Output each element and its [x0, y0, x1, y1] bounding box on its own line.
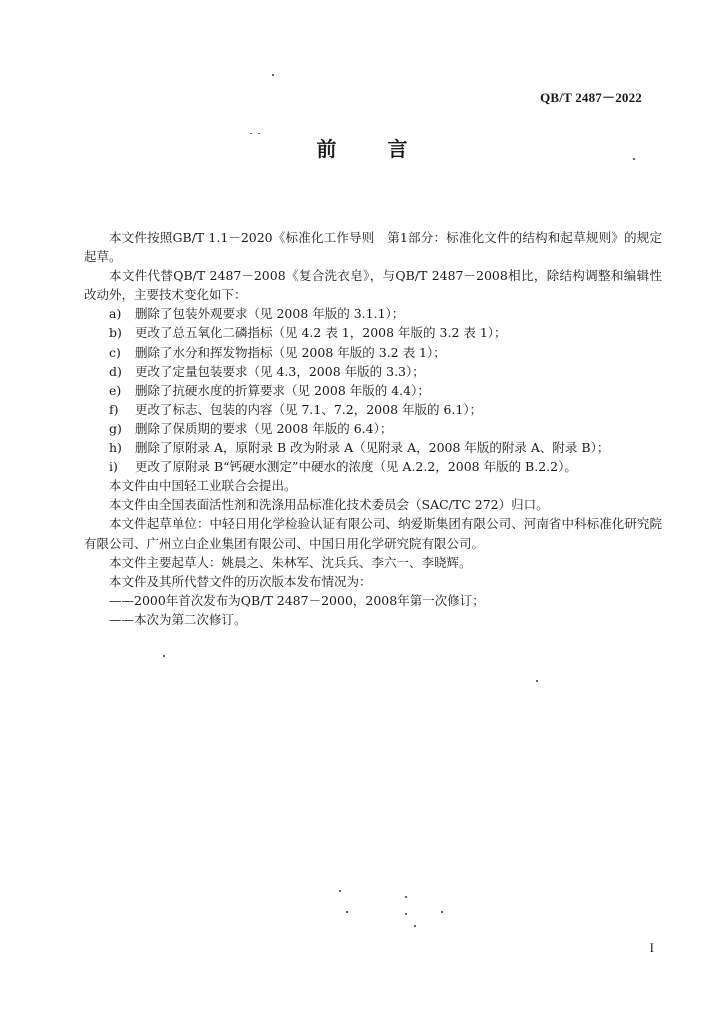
paragraph-drafting-rules: 本文件按照GB/T 1.1－2020《标准化工作导则 第1部分：标准化文件的结构和起草规则》的规定起草。	[84, 230, 662, 265]
scan-speck	[258, 133, 260, 134]
list-item	[84, 323, 662, 342]
list-item-text: 删除了抗硬水度的折算要求（见 2008 年版的 4.4）；	[135, 382, 430, 398]
list-item-text: 更改了总五氧化二磷指标（见 4.2 表 1，2008 年版的 3.2 表 1）；	[135, 325, 507, 341]
list-item	[84, 400, 662, 419]
list-marker: c)	[109, 344, 121, 360]
scan-speck	[441, 911, 443, 913]
scan-speck	[250, 133, 252, 134]
document-code: QB/T 2487－2022	[540, 90, 642, 105]
list-marker: g)	[109, 420, 122, 436]
scan-speck	[405, 913, 407, 915]
list-marker: h)	[109, 440, 122, 456]
list-item-text: 删除了包装外观要求（见 2008 年版的 3.1.1）；	[135, 306, 405, 322]
scan-speck	[272, 74, 274, 76]
scan-speck	[536, 680, 538, 682]
list-marker: b)	[109, 325, 122, 341]
list-item	[84, 419, 662, 438]
list-item-text: 更改了原附录 B“钙硬水测定”中硬水的浓度（见 A.2.2，2008 年版的 B.2.2）。	[135, 459, 577, 475]
list-item-text: 删除了原附录 A，原附录 B 改为附录 A（见附录 A，2008 年版的附录 A、附录 B）；	[135, 440, 610, 456]
scan-speck	[414, 925, 416, 927]
list-marker: f)	[109, 401, 119, 417]
paragraph-proposed-by: 本文件由中国轻工业联合会提出。	[109, 478, 297, 494]
paragraph-centralized-by: 本文件由全国表面活性剂和洗涤用品标准化技术委员会（SAC/TC 272）归口。	[109, 497, 549, 513]
list-marker: e)	[109, 382, 122, 398]
scan-speck	[163, 655, 165, 657]
list-item-text: 删除了水分和挥发物指标（见 2008 年版的 3.2 表 1）；	[135, 344, 446, 360]
scan-speck	[339, 890, 341, 892]
list-item-text: 更改了定量包装要求（见 4.3，2008 年版的 3.3）；	[135, 363, 425, 379]
changes-list	[84, 304, 662, 476]
list-item	[84, 381, 662, 400]
list-item	[84, 438, 662, 457]
scan-speck	[405, 896, 407, 898]
page-number: I	[649, 940, 654, 955]
scan-speck	[346, 911, 348, 913]
list-item-text: 删除了保质期的要求（见 2008 年版的 6.4）；	[135, 420, 393, 436]
list-item	[84, 343, 662, 362]
scan-speck	[633, 158, 635, 160]
page-title: 前 言	[316, 137, 430, 161]
list-marker: i)	[109, 459, 118, 475]
list-item	[84, 457, 662, 476]
list-marker: d)	[109, 363, 122, 379]
foreword-body	[84, 228, 662, 629]
paragraph-replacement: 本文件代替QB/T 2487－2008《复合洗衣皂》，与QB/T 2487－2008相比，除结构调整和编辑性改动外，主要技术变化如下：	[84, 268, 662, 303]
paragraph-drafters: 本文件主要起草人：姚晨之、朱林军、沈兵兵、李六一、李晓辉。	[109, 554, 472, 570]
list-marker: a)	[109, 306, 122, 322]
paragraph-history-intro: 本文件及其所代替文件的历次版本发布情况为：	[109, 573, 372, 589]
list-item	[84, 362, 662, 381]
history-item: ——本次为第二次修订。	[109, 611, 247, 627]
list-item	[84, 304, 662, 323]
paragraph-drafting-units: 本文件起草单位：中轻日用化学检验认证有限公司、纳爱斯集团有限公司、河南省中科标准化研究院有限公司、广州立白企业集团有限公司、中国日用化学研究院有限公司。	[84, 516, 662, 551]
history-item: ——2000年首次发布为QB/T 2487－2000，2008年第一次修订；	[109, 592, 485, 608]
list-item-text: 更改了标志、包装的内容（见 7.1、7.2，2008 年版的 6.1）；	[135, 401, 483, 417]
